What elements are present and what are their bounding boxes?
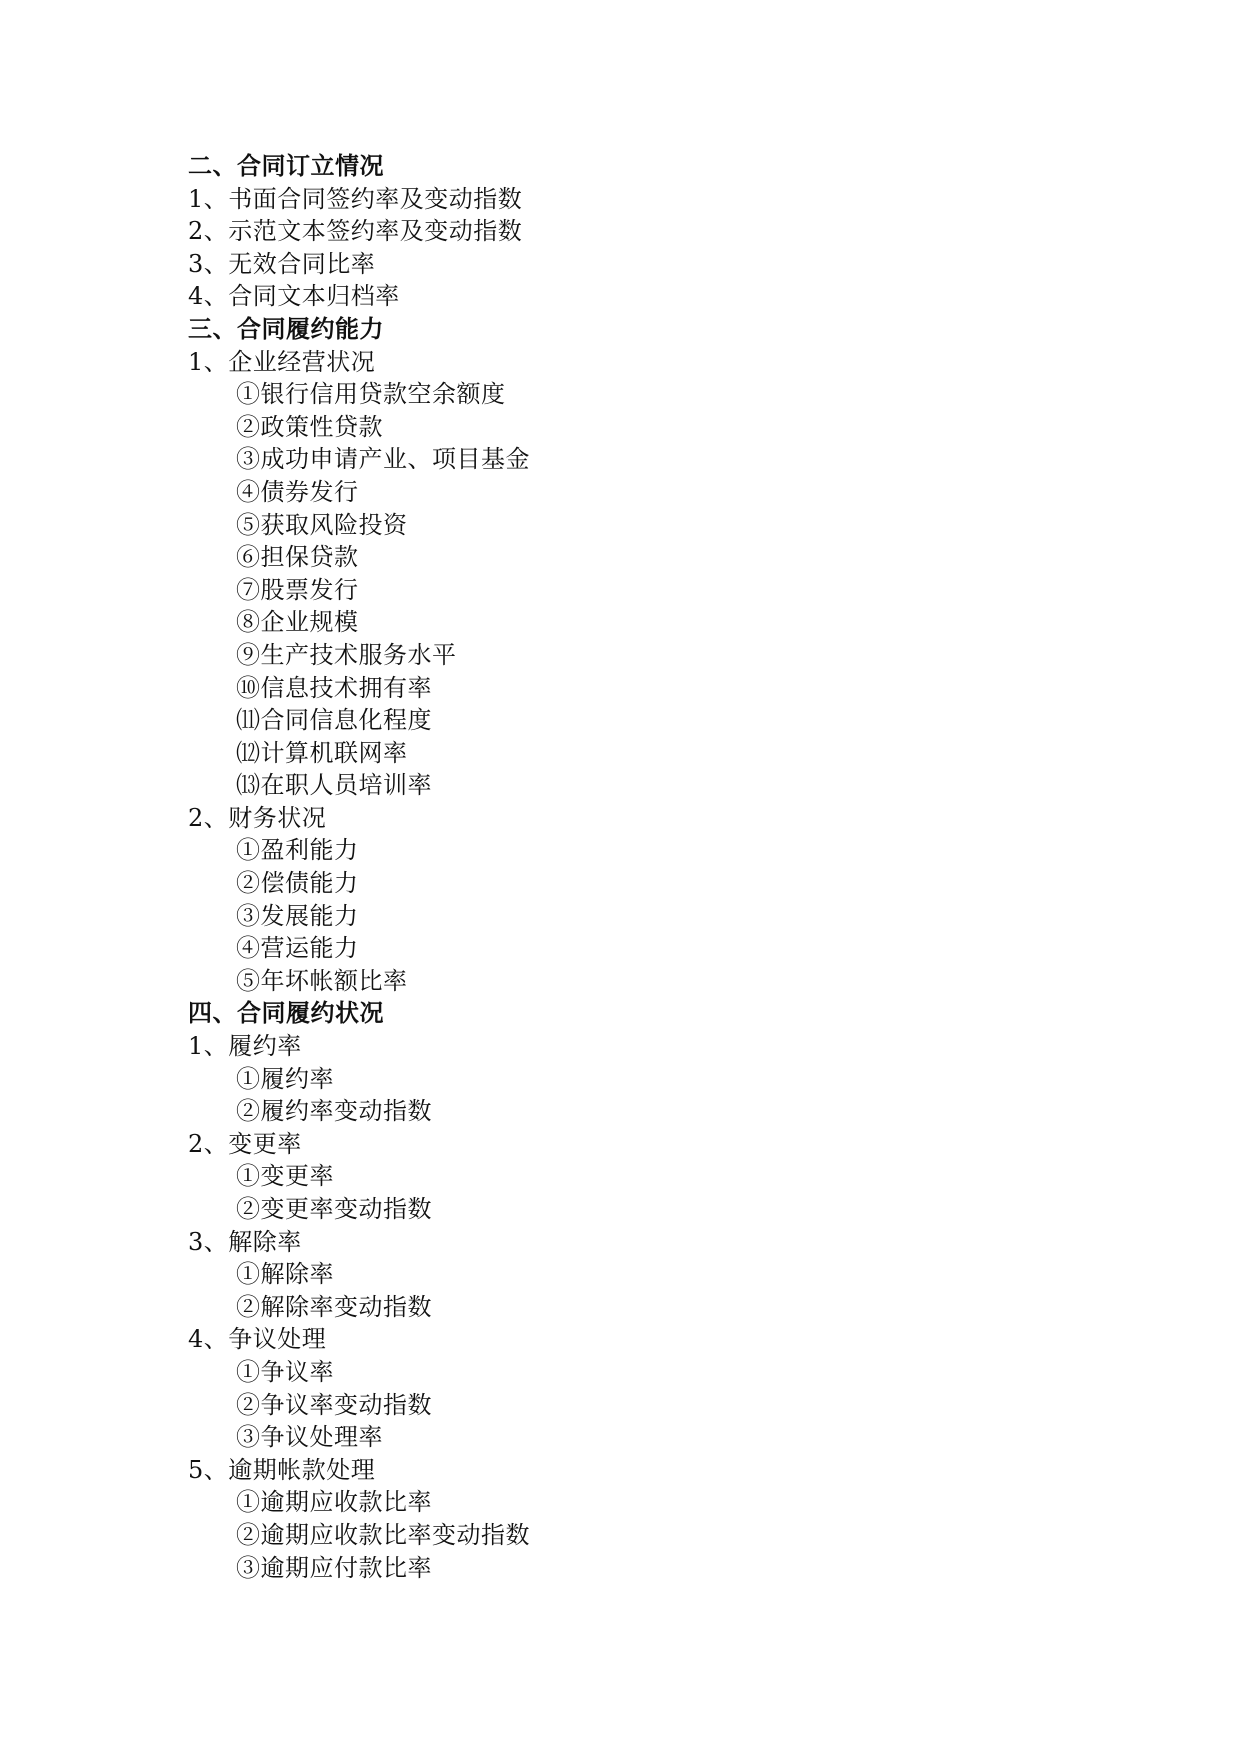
sub-list-item: ③发展能力 — [236, 901, 359, 930]
sub-list-item: ②解除率变动指数 — [236, 1292, 432, 1321]
sub-list-item: ⑿计算机联网率 — [236, 738, 408, 767]
sub-list-item: ①履约率 — [236, 1064, 334, 1093]
sub-list-item: ②政策性贷款 — [236, 412, 383, 441]
sub-list-item: ⑥担保贷款 — [236, 543, 359, 572]
section-performance-status — [188, 997, 1168, 1584]
sub-list-item: ③争议处理率 — [236, 1423, 383, 1452]
sub-list-item: ⑧企业规模 — [236, 608, 359, 637]
list-item: 2、财务状况 — [188, 803, 327, 832]
section-heading: 三、合同履约能力 — [188, 313, 384, 343]
section-performance-capability — [188, 313, 1168, 997]
sub-list-item: ①银行信用贷款空余额度 — [236, 380, 506, 409]
list-item: 1、书面合同签约率及变动指数 — [188, 184, 523, 213]
sub-list-item: ⑨生产技术服务水平 — [236, 640, 457, 669]
sub-list-item: ③成功申请产业、项目基金 — [236, 445, 530, 474]
sub-list-item: ①争议率 — [236, 1357, 334, 1386]
sub-list-item: ⑤年坏帐额比率 — [236, 966, 408, 995]
list-item: 2、变更率 — [188, 1129, 302, 1158]
list-item: 4、争议处理 — [188, 1325, 327, 1354]
sub-list-item: ⒀在职人员培训率 — [236, 771, 432, 800]
sub-list-item: ①变更率 — [236, 1162, 334, 1191]
sub-list-item: ①逾期应收款比率 — [236, 1488, 432, 1517]
sub-list-item: ⑦股票发行 — [236, 575, 359, 604]
sub-list-item: ②履约率变动指数 — [236, 1097, 432, 1126]
sub-list-item: ②逾期应收款比率变动指数 — [236, 1520, 530, 1549]
sub-list-item: ②变更率变动指数 — [236, 1195, 432, 1223]
list-item: 4、合同文本归档率 — [188, 282, 400, 311]
sub-list-item: ⑾合同信息化程度 — [236, 706, 432, 735]
section-heading: 二、合同订立情况 — [188, 151, 384, 180]
sub-list-item: ①盈利能力 — [236, 836, 359, 865]
sub-list-item: ③逾期应付款比率 — [236, 1553, 432, 1582]
sub-list-item: ①解除率 — [236, 1260, 334, 1289]
section-contract-signing — [188, 150, 1168, 313]
sub-list-item: ⑤获取风险投资 — [236, 510, 408, 539]
sub-list-item: ④营运能力 — [236, 934, 359, 963]
list-item: 2、示范文本签约率及变动指数 — [188, 217, 523, 246]
list-item: 1、履约率 — [188, 1032, 302, 1061]
sub-list-item: ④债券发行 — [236, 477, 359, 506]
section-heading: 四、合同履约状况 — [188, 998, 384, 1028]
list-item: 1、企业经营状况 — [188, 347, 376, 376]
list-item: 3、解除率 — [188, 1227, 302, 1256]
sub-list-item: ⑩信息技术拥有率 — [236, 673, 432, 702]
sub-list-item: ②争议率变动指数 — [236, 1390, 432, 1419]
document-page — [188, 150, 1168, 1584]
sub-list-item: ②偿债能力 — [236, 869, 359, 898]
list-item: 5、逾期帐款处理 — [188, 1455, 376, 1484]
list-item: 3、无效合同比率 — [188, 249, 376, 278]
